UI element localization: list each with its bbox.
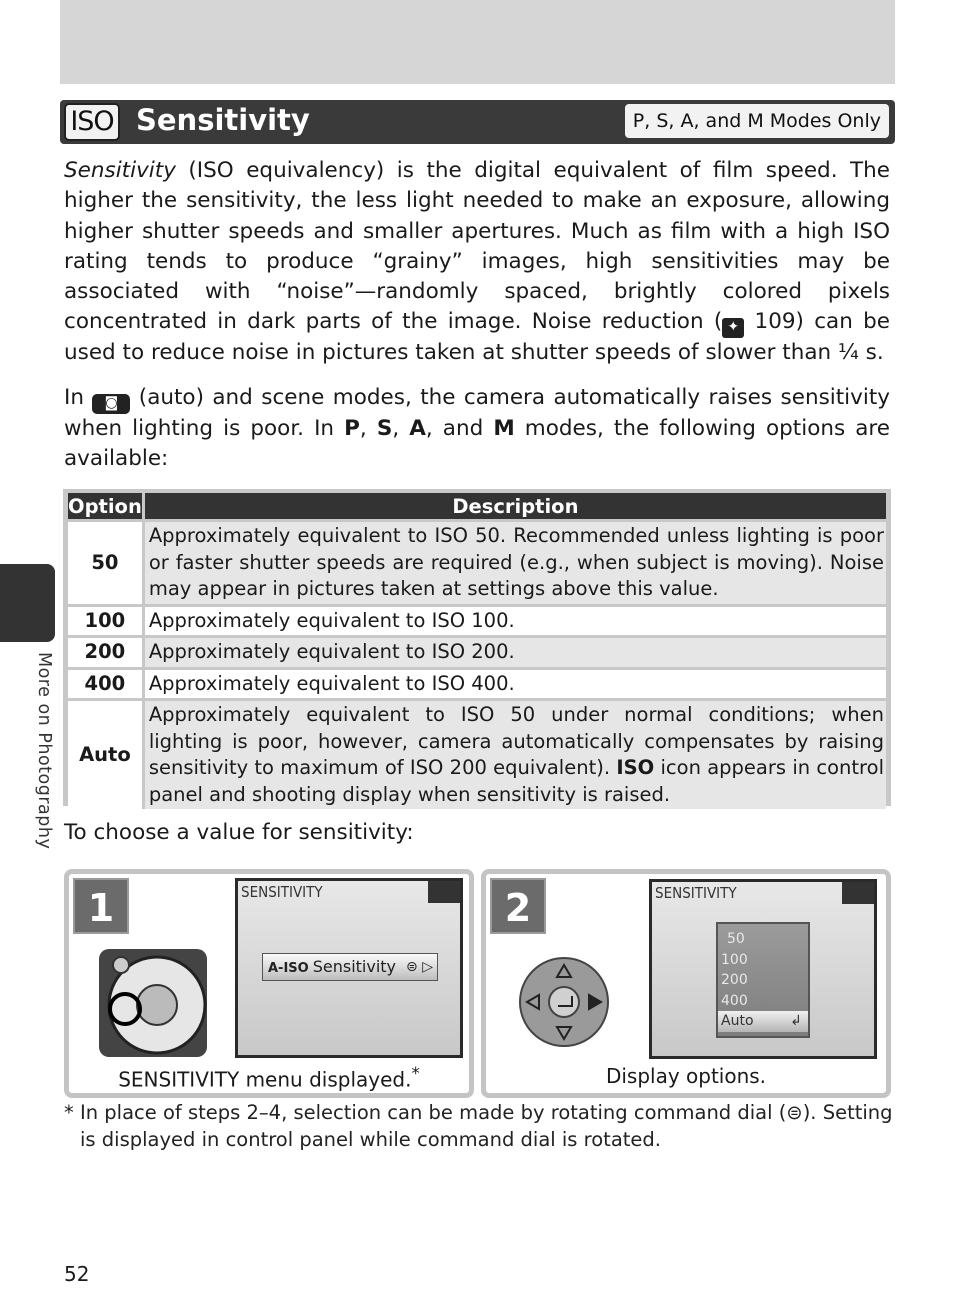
top-gray-band: [60, 0, 895, 84]
description-cell: Approximately equivalent to ISO 200.: [143, 637, 886, 669]
step-1-panel: [64, 869, 474, 1098]
option-item-selected[interactable]: [718, 1011, 808, 1032]
description-cell: [143, 700, 886, 810]
chapter-label: More on Photography: [34, 652, 54, 850]
screen-title: SENSITIVITY: [655, 884, 737, 902]
mode-a: A: [409, 416, 426, 441]
description-cell: Approximately equivalent to ISO 50. Recommended unless lighting is poor or faster shutter speeds are required (e.g., when subject is moving). Noise may appear in pictures taken at settings above this value.: [143, 521, 886, 606]
footnote-text: [80, 1099, 894, 1153]
page-title: Sensitivity: [136, 103, 310, 137]
sensitivity-options-list: [716, 922, 810, 1038]
camera-monitor-screen: [649, 879, 877, 1059]
footnote-star: *: [64, 1101, 74, 1124]
option-cell: 200: [68, 637, 143, 669]
table-row: [68, 700, 886, 810]
step-2-caption: Display options.: [605, 1064, 767, 1088]
mode-dial-icon: [97, 947, 209, 1059]
table-row: [68, 668, 886, 700]
table-row: [68, 605, 886, 637]
auto-desc-a: Approximately equivalent to ISO 50 under normal conditions; when lighting is poor, however, camera automatically compensates by raising sensitivity to maximum of ISO 200 equivalent).: [148, 703, 884, 779]
table-row: [68, 637, 886, 669]
camera-monitor-screen: [235, 878, 463, 1058]
option-item[interactable]: 400: [721, 992, 748, 1009]
a-iso-icon: A-ISO: [268, 961, 309, 976]
multi-selector-icon: [518, 956, 610, 1048]
intro-paragraph-1: [64, 156, 890, 369]
description-cell: Approximately equivalent to ISO 400.: [143, 668, 886, 700]
section-title-bar: [60, 100, 895, 144]
intro-paragraph-2: In ◙ (auto) and scene modes, the camera automatically raises sensitivity when lighting is poor. In P, S, A, and M modes, the following options are available:: [64, 385, 891, 472]
iso-inline-label: ISO: [616, 756, 655, 779]
options-table: [63, 489, 891, 806]
header-option: Option: [68, 493, 143, 521]
step-number: 1: [73, 878, 129, 934]
option-cell: Auto: [68, 700, 143, 810]
option-item[interactable]: 50: [727, 931, 745, 947]
modes-note: P, S, A, and M Modes Only: [625, 104, 889, 138]
choose-instruction: To choose a value for sensitivity:: [64, 820, 414, 845]
enter-icon: ↲: [790, 1013, 802, 1029]
table-header-row: [68, 493, 886, 521]
option-label: Auto: [721, 1013, 754, 1029]
step-2-panel: [481, 869, 891, 1098]
command-dial-icon: ⊜: [786, 1101, 803, 1124]
mode-m: M: [493, 416, 515, 441]
nikon-reference-icon: ✦: [722, 318, 744, 338]
table-row: [68, 521, 886, 606]
para2-text-a: In: [64, 385, 93, 410]
mode-s: S: [376, 416, 393, 441]
option-cell: 50: [68, 521, 143, 606]
option-cell: 100: [68, 605, 143, 637]
description-cell: Approximately equivalent to ISO 100.: [143, 605, 886, 637]
footnote-text-a: In place of steps 2–4, selection can be made by rotating command dial (: [80, 1101, 787, 1124]
chapter-tab: [0, 564, 55, 642]
option-cell: 400: [68, 668, 143, 700]
step-1-caption: [69, 1064, 469, 1092]
option-item[interactable]: 200: [721, 972, 748, 988]
option-item[interactable]: 100: [721, 951, 748, 968]
footnote-mark: *: [411, 1064, 420, 1083]
auto-desc-b: icon appears in control panel and shooting display when sensitivity is raised.: [148, 756, 884, 806]
footnote: [64, 1099, 894, 1153]
iso-icon: ISO: [64, 103, 120, 141]
para1-text-b: 109) can be used to reduce noise in pictures taken at shutter speeds of slower than ¼ s.: [64, 309, 890, 366]
screen-title: SENSITIVITY: [241, 883, 323, 901]
step-number: 2: [490, 878, 546, 934]
para2-text-c: modes, the following options are available:: [64, 416, 891, 472]
header-description: Description: [143, 493, 886, 521]
screen-tab: [428, 881, 460, 903]
menu-item-label: Sensitivity: [312, 957, 397, 976]
menu-item-sensitivity[interactable]: [262, 953, 438, 981]
footnote-text-b: ). Setting is displayed in control panel while command dial is rotated.: [80, 1101, 893, 1151]
camera-auto-icon: ◙: [92, 394, 130, 414]
para2-text-b: (auto) and scene modes, the camera automatically raises sensitivity when lighting is poor. In: [64, 385, 890, 441]
mode-p: P: [344, 416, 360, 441]
page-number: 52: [64, 1262, 90, 1286]
term-sensitivity: Sensitivity: [64, 158, 176, 183]
para1-text-a: (ISO equivalency) is the digital equivalent of film speed. The higher the sensitivity, the less light needed to make an exposure, allowing higher shutter speeds and smaller apertures. Much as film with a high ISO rating tends to produce “grainy” images, high sensitivities may be associated with “noise”—randomly spaced, brightly colored pixels concentrated in dark parts of the image. Noise reduction (: [64, 158, 890, 335]
command-dial-icon: ⊜ ▷: [406, 959, 433, 975]
screen-tab: [842, 882, 874, 904]
caption-text: SENSITIVITY menu displayed.: [118, 1067, 412, 1092]
